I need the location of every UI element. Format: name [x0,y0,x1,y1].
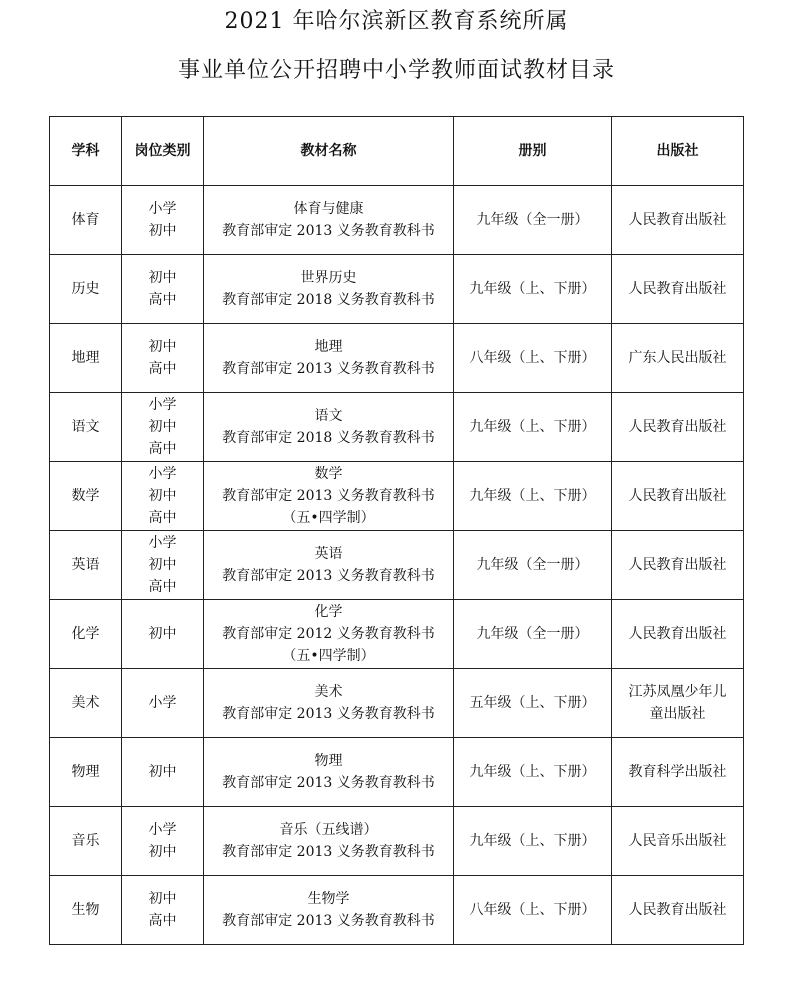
school-level: 初中 [148,764,177,780]
publisher-cell [612,393,744,462]
textbook-name-cell [204,324,454,393]
publisher-line: 人民教育出版社 [628,488,727,504]
header-position-category: 岗位类别 [122,117,204,186]
textbook-line: 语文 [314,408,343,424]
subject-cell: 语文 [50,393,122,462]
subject-cell: 音乐 [50,807,122,876]
position-category-cell [122,186,204,255]
textbook-name-cell [204,531,454,600]
school-level: 高中 [148,510,177,526]
textbook-name-cell [204,738,454,807]
table-row [50,393,744,462]
publisher-cell [612,186,744,255]
position-category-cell [122,531,204,600]
volume-cell: 九年级（上、下册） [454,393,612,462]
publisher-cell [612,462,744,531]
textbook-line: 音乐（五线谱） [279,822,378,838]
school-level: 小学 [148,397,177,413]
textbook-line: 体育与健康 [293,201,364,217]
publisher-line: 广东人民出版社 [628,350,727,366]
volume-cell: 九年级（全一册） [454,531,612,600]
school-level: 初中 [148,626,177,642]
subject-cell: 历史 [50,255,122,324]
school-level: 初中 [148,223,177,239]
textbook-name-cell [204,186,454,255]
subject-cell: 美术 [50,669,122,738]
textbook-line: 世界历史 [300,270,357,286]
subject-cell: 物理 [50,738,122,807]
textbook-line: 地理 [314,339,343,355]
table-row [50,186,744,255]
textbook-line: 教育部审定 2018 义务教育教科书 [222,430,435,446]
publisher-line: 人民音乐出版社 [628,833,727,849]
volume-cell: 九年级（全一册） [454,186,612,255]
publisher-cell [612,807,744,876]
subject-cell: 体育 [50,186,122,255]
textbook-line: 教育部审定 2013 义务教育教科书 [222,223,435,239]
school-level: 小学 [148,466,177,482]
subject-cell: 数学 [50,462,122,531]
textbook-line: 英语 [314,546,343,562]
table-row [50,462,744,531]
school-level: 高中 [148,292,177,308]
position-category-cell [122,876,204,945]
publisher-cell [612,669,744,738]
table-row [50,669,744,738]
publisher-line: 人民教育出版社 [628,902,727,918]
school-level: 小学 [148,201,177,217]
header-textbook-name: 教材名称 [204,117,454,186]
volume-cell: 八年级（上、下册） [454,324,612,393]
publisher-cell [612,600,744,669]
textbook-line: 教育部审定 2013 义务教育教科书 [222,361,435,377]
textbook-line: 美术 [314,684,343,700]
textbook-line: （五•四学制） [282,510,375,526]
volume-cell: 九年级（上、下册） [454,462,612,531]
textbook-line: 教育部审定 2013 义务教育教科书 [222,488,435,504]
header-volume: 册别 [454,117,612,186]
publisher-line: 人民教育出版社 [628,557,727,573]
table-row [50,255,744,324]
position-category-cell [122,738,204,807]
publisher-line: 人民教育出版社 [628,212,727,228]
subject-cell: 英语 [50,531,122,600]
school-level: 高中 [148,441,177,457]
textbook-name-cell [204,393,454,462]
textbook-line: 教育部审定 2013 义务教育教科书 [222,913,435,929]
textbook-line: 教育部审定 2013 义务教育教科书 [222,568,435,584]
table-row [50,600,744,669]
textbook-line: 化学 [314,604,343,620]
table-header-row [50,117,744,186]
table-row [50,876,744,945]
publisher-line: 人民教育出版社 [628,419,727,435]
table-row [50,738,744,807]
subject-cell: 地理 [50,324,122,393]
school-level: 小学 [148,535,177,551]
volume-cell: 五年级（上、下册） [454,669,612,738]
volume-cell: 九年级（全一册） [454,600,612,669]
position-category-cell [122,324,204,393]
school-level: 初中 [148,419,177,435]
volume-cell: 九年级（上、下册） [454,807,612,876]
school-level: 小学 [148,695,177,711]
school-level: 初中 [148,891,177,907]
publisher-cell [612,876,744,945]
school-level: 高中 [148,579,177,595]
school-level: 初中 [148,557,177,573]
school-level: 初中 [148,488,177,504]
volume-cell: 九年级（上、下册） [454,738,612,807]
table-row [50,807,744,876]
textbook-name-cell [204,462,454,531]
publisher-cell [612,531,744,600]
document-title-line-1: 2021 年哈尔滨新区教育系统所属 [224,9,569,34]
textbook-line: 物理 [314,753,343,769]
textbook-catalog-table [49,116,744,945]
textbook-name-cell [204,600,454,669]
publisher-line: 教育科学出版社 [628,764,727,780]
textbook-line: 教育部审定 2013 义务教育教科书 [222,775,435,791]
volume-cell: 八年级（上、下册） [454,876,612,945]
publisher-line: 江苏凤凰少年儿 [628,684,727,700]
school-level: 小学 [148,822,177,838]
textbook-name-cell [204,807,454,876]
position-category-cell [122,462,204,531]
textbook-line: 生物学 [307,891,350,907]
publisher-line: 人民教育出版社 [628,281,727,297]
textbook-line: 教育部审定 2012 义务教育教科书 [222,626,435,642]
volume-cell: 九年级（上、下册） [454,255,612,324]
textbook-line: 教育部审定 2013 义务教育教科书 [222,706,435,722]
school-level: 初中 [148,270,177,286]
publisher-cell [612,324,744,393]
school-level: 高中 [148,913,177,929]
publisher-cell [612,255,744,324]
textbook-name-cell [204,669,454,738]
position-category-cell [122,255,204,324]
table-row [50,324,744,393]
position-category-cell [122,600,204,669]
textbook-line: 教育部审定 2018 义务教育教科书 [222,292,435,308]
textbook-line: 数学 [314,466,343,482]
publisher-line: 人民教育出版社 [628,626,727,642]
header-subject: 学科 [50,117,122,186]
textbook-name-cell [204,876,454,945]
textbook-name-cell [204,255,454,324]
textbook-line: （五•四学制） [282,648,375,664]
table-body [50,186,744,945]
position-category-cell [122,393,204,462]
document-title-line-2: 事业单位公开招聘中小学教师面试教材目录 [177,58,615,83]
table-row [50,531,744,600]
header-publisher: 出版社 [612,117,744,186]
position-category-cell [122,807,204,876]
textbook-line: 教育部审定 2013 义务教育教科书 [222,844,435,860]
school-level: 初中 [148,844,177,860]
subject-cell: 化学 [50,600,122,669]
subject-cell: 生物 [50,876,122,945]
school-level: 初中 [148,339,177,355]
position-category-cell [122,669,204,738]
publisher-cell [612,738,744,807]
school-level: 高中 [148,361,177,377]
publisher-line: 童出版社 [649,706,706,722]
